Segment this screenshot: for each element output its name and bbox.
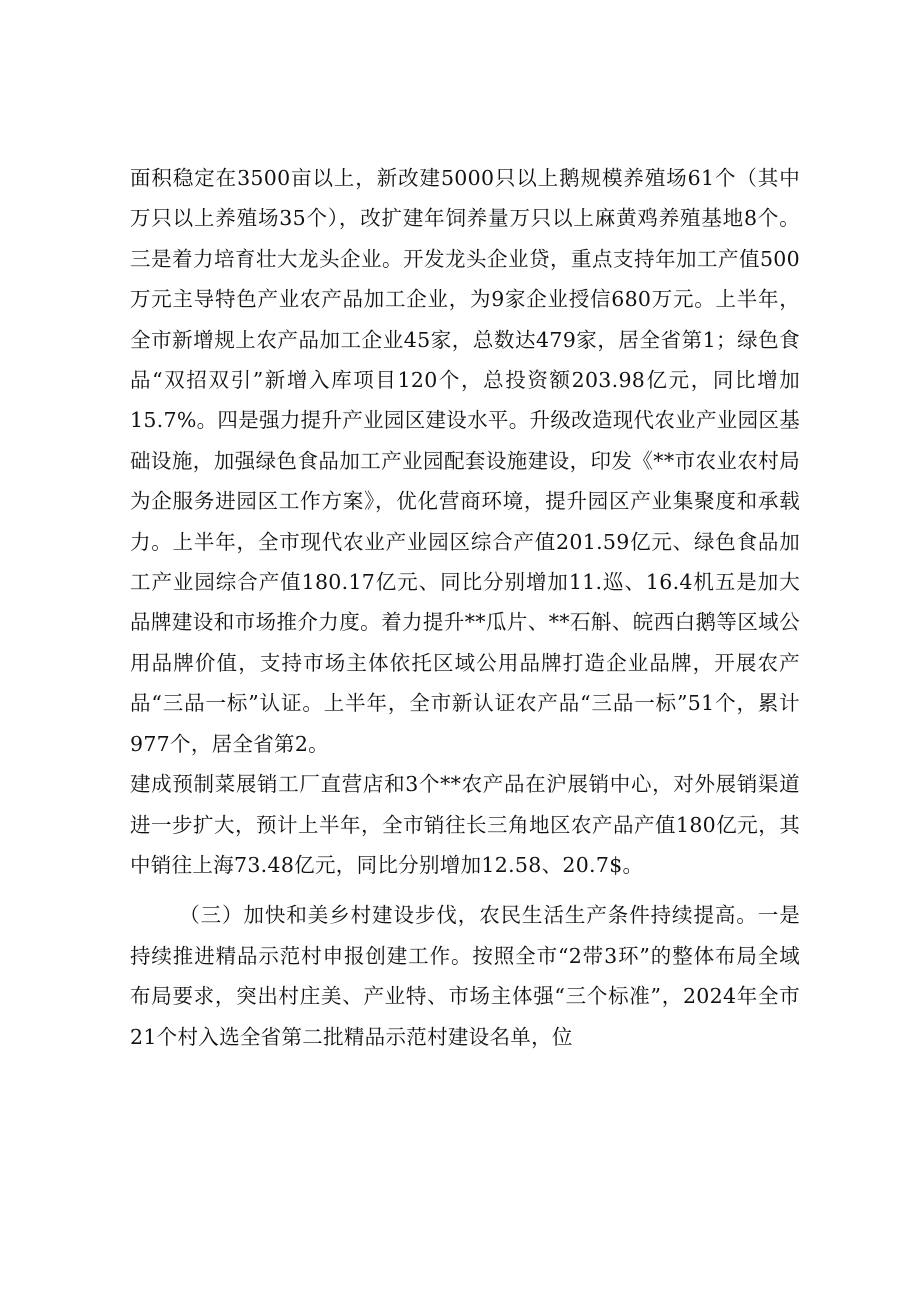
paragraph-agriculture-industry: 面积稳定在3500亩以上，新改建5000只以上鹅规模养殖场61个（其中万只以上养殖场35个），改扩建年饲养量万只以上麻黄鸡养殖基地8个。三是着力培育壮大龙头企业。开发龙头企业贷，重点支持年加工产值500万元主导特色产业农产品加工企业，为9家企业授信680万元。上半年，全市新增规上农产品加工企业45家，总数达479家，居全省第1；绿色食品“双招双引”新增入库项目120个，总投资额203.98亿元，同比增加15.7%。四是强力提升产业园区建设水平。升级改造现代农业产业园区基础设施，加强绿色食品加工产业园配套设施建设，印发《**市农业农村局为企服务进园区工作方案》，优化营商环境，提升园区产业集聚度和承载力。上半年，全市现代农业产业园区综合产值201.59亿元、绿色食品加工产业园综合产值180.17亿元、同比分别增加11.巡、16.4机五是加大品牌建设和市场推介力度。着力提升**瓜片、**石斛、皖西白鹅等区域公用品牌价值，支持市场主体依托区域公用品牌打造企业品牌，开展农产品“三品一标”认证。上半年，全市新认证农产品“三品一标”51个，累计977个，居全省第2。 (130, 166, 800, 756)
paragraph-sales-channels: 建成预制菜展销工厂直营店和3个**农产品在沪展销中心，对外展销渠道进一步扩大，预计上半年，全市销往长三角地区农产品产值180亿元，其中销往上海73.48亿元，同比分别增加12.58、20.7$。 (130, 772, 800, 877)
body-text (130, 158, 800, 1057)
paragraph-rural-construction: （三）加快和美乡村建设步伐，农民生活生产条件持续提高。一是持续推进精品示范村申报创建工作。按照全市“2带3环”的整体布局全域布局要求，突出村庄美、产业特、市场主体强“三个标准”，2024年全市21个村入选全省第二批精品示范村建设名单，位 (130, 903, 800, 1049)
